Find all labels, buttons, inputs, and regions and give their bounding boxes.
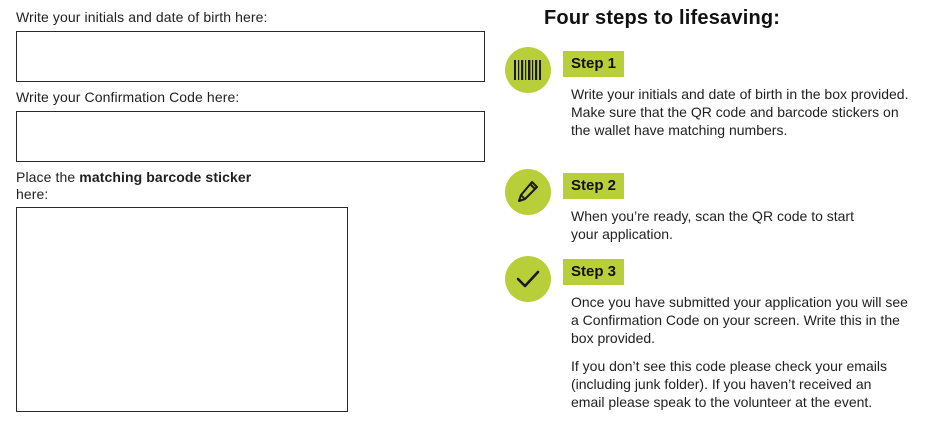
pen-icon [505,169,551,215]
initials-dob-label: Write your initials and date of birth here: [16,9,268,25]
step-1-badge: Step 1 [563,51,624,77]
step-3-note: If you don’t see this code please check your emails (including junk folder). If you haven’t received an email please speak to the volunteer at the event. [571,358,887,410]
barcode-icon [505,47,551,93]
step-3-text: Once you have submitted your application you will see a Confirmation Code on your screen. Write this in the box provided. [571,294,908,346]
barcode-label-suffix: here: [16,186,49,202]
initials-dob-box[interactable] [16,31,485,82]
step-2-badge: Step 2 [563,173,624,199]
step-3-badge: Step 3 [563,259,624,285]
barcode-sticker-label [16,169,316,203]
step-1-text: Write your initials and date of birth in the box provided. Make sure that the QR code and barcode stickers on the wallet have matching numbers. [571,86,909,138]
barcode-label-bold: matching barcode sticker [79,169,252,185]
steps-heading: Four steps to lifesaving: [544,7,781,29]
barcode-label-prefix: Place the [16,169,80,185]
confirmation-code-box[interactable] [16,111,485,162]
checkmark-icon [505,256,551,302]
barcode-sticker-box[interactable] [16,207,348,412]
confirmation-code-label: Write your Confirmation Code here: [16,89,240,105]
step-2-text: When you’re ready, scan the QR code to start your application. [571,208,854,242]
